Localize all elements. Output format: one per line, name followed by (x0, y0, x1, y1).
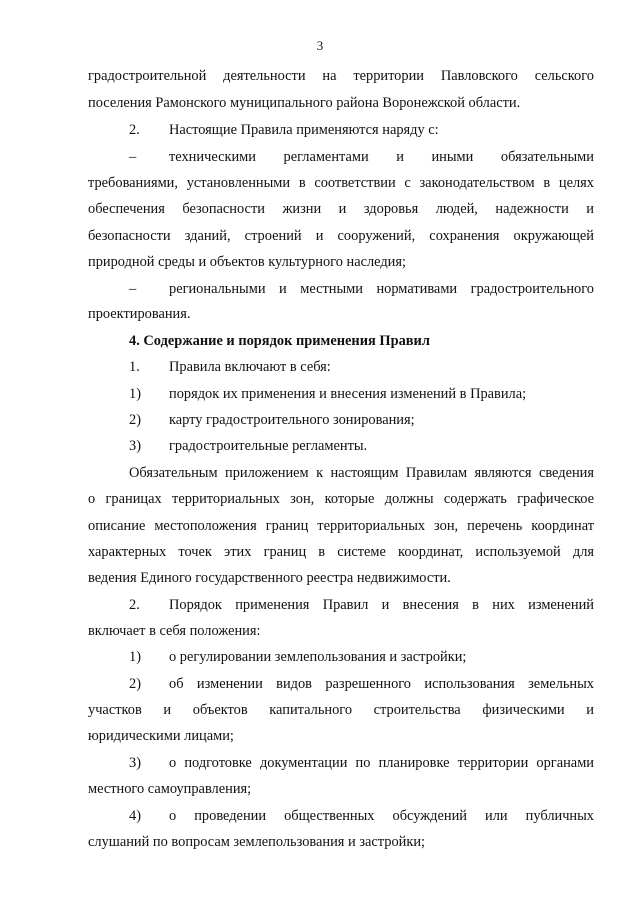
dash-marker: – (129, 149, 137, 165)
item-number: 4) (129, 808, 141, 824)
paragraph-line: юридическими лицами; (88, 728, 234, 744)
dash-marker: – (129, 281, 137, 297)
item-text: о подготовке документации по планировке территории органами (169, 755, 594, 771)
paragraph-line: о границах территориальных зон, которые должны содержать графическое (88, 491, 594, 507)
numbered-paragraph (129, 595, 594, 615)
item-text: карту градостроительного зонирования; (169, 412, 415, 428)
dash-item (129, 279, 594, 299)
item-text: Правила включают в себя: (169, 359, 331, 375)
paragraph-line: поселения Рамонского муниципального района Воронежской области. (88, 95, 521, 111)
paragraph-line: описание местоположения границ территориальных зон, перечень координат (88, 518, 594, 534)
item-number: 2. (129, 597, 140, 613)
item-text: Порядок применения Правил и внесения в них изменений (169, 597, 594, 613)
paragraph-line: слушаний по вопросам землепользования и застройки; (88, 834, 426, 850)
item-text: об изменении видов разрешенного использования земельных (169, 676, 594, 692)
item-number: 2) (129, 412, 141, 428)
list-item (129, 674, 594, 694)
paragraph-line: требованиями, установленными в соответствии с законодательством в целях (88, 175, 594, 191)
section-heading: 4. Содержание и порядок применения Правил (129, 333, 430, 349)
list-item (129, 384, 594, 404)
item-text: техническими регламентами и иными обязательными (169, 149, 594, 165)
item-text: о регулировании землепользования и застройки; (169, 649, 467, 665)
list-item (129, 753, 594, 773)
paragraph-line: включает в себя положения: (88, 623, 261, 639)
item-number: 1) (129, 386, 141, 402)
paragraph-line: ведения Единого государственного реестра недвижимости. (88, 570, 451, 586)
item-number: 3) (129, 755, 141, 771)
paragraph-line: Обязательным приложением к настоящим Правилам являются сведения (129, 465, 594, 481)
list-item (129, 806, 594, 826)
item-number: 3) (129, 438, 141, 454)
item-text: Настоящие Правила применяются наряду с: (169, 122, 439, 138)
numbered-paragraph (129, 357, 594, 377)
list-item (129, 436, 594, 456)
item-number: 1) (129, 649, 141, 665)
list-item (129, 647, 594, 667)
item-text: градостроительные регламенты. (169, 438, 368, 454)
paragraph-line: проектирования. (88, 306, 191, 322)
item-text: о проведении общественных обсуждений или публичных (169, 808, 594, 824)
paragraph-line: характерных точек этих границ в системе координат, используемой для (88, 544, 594, 560)
item-text: региональными и местными нормативами градостроительного (169, 281, 594, 297)
item-text: порядок их применения и внесения изменений в Правила; (169, 386, 527, 402)
list-item (129, 410, 594, 430)
item-number: 2) (129, 676, 141, 692)
page-number: 3 (316, 38, 324, 53)
paragraph-line: природной среды и объектов культурного наследия; (88, 254, 406, 270)
dash-item (129, 147, 594, 167)
paragraph-line: участков и объектов капитального строительства физическими и (88, 702, 594, 718)
paragraph-line: обеспечения безопасности жизни и здоровья людей, надежности и (88, 201, 594, 217)
item-number: 1. (129, 359, 140, 375)
paragraph-line: градостроительной деятельности на территории Павловского сельского (88, 68, 594, 84)
paragraph-line: безопасности зданий, строений и сооружений, сохранения окружающей (88, 228, 594, 244)
paragraph-line: местного самоуправления; (88, 781, 252, 797)
item-number: 2. (129, 122, 140, 138)
numbered-paragraph (129, 120, 594, 140)
